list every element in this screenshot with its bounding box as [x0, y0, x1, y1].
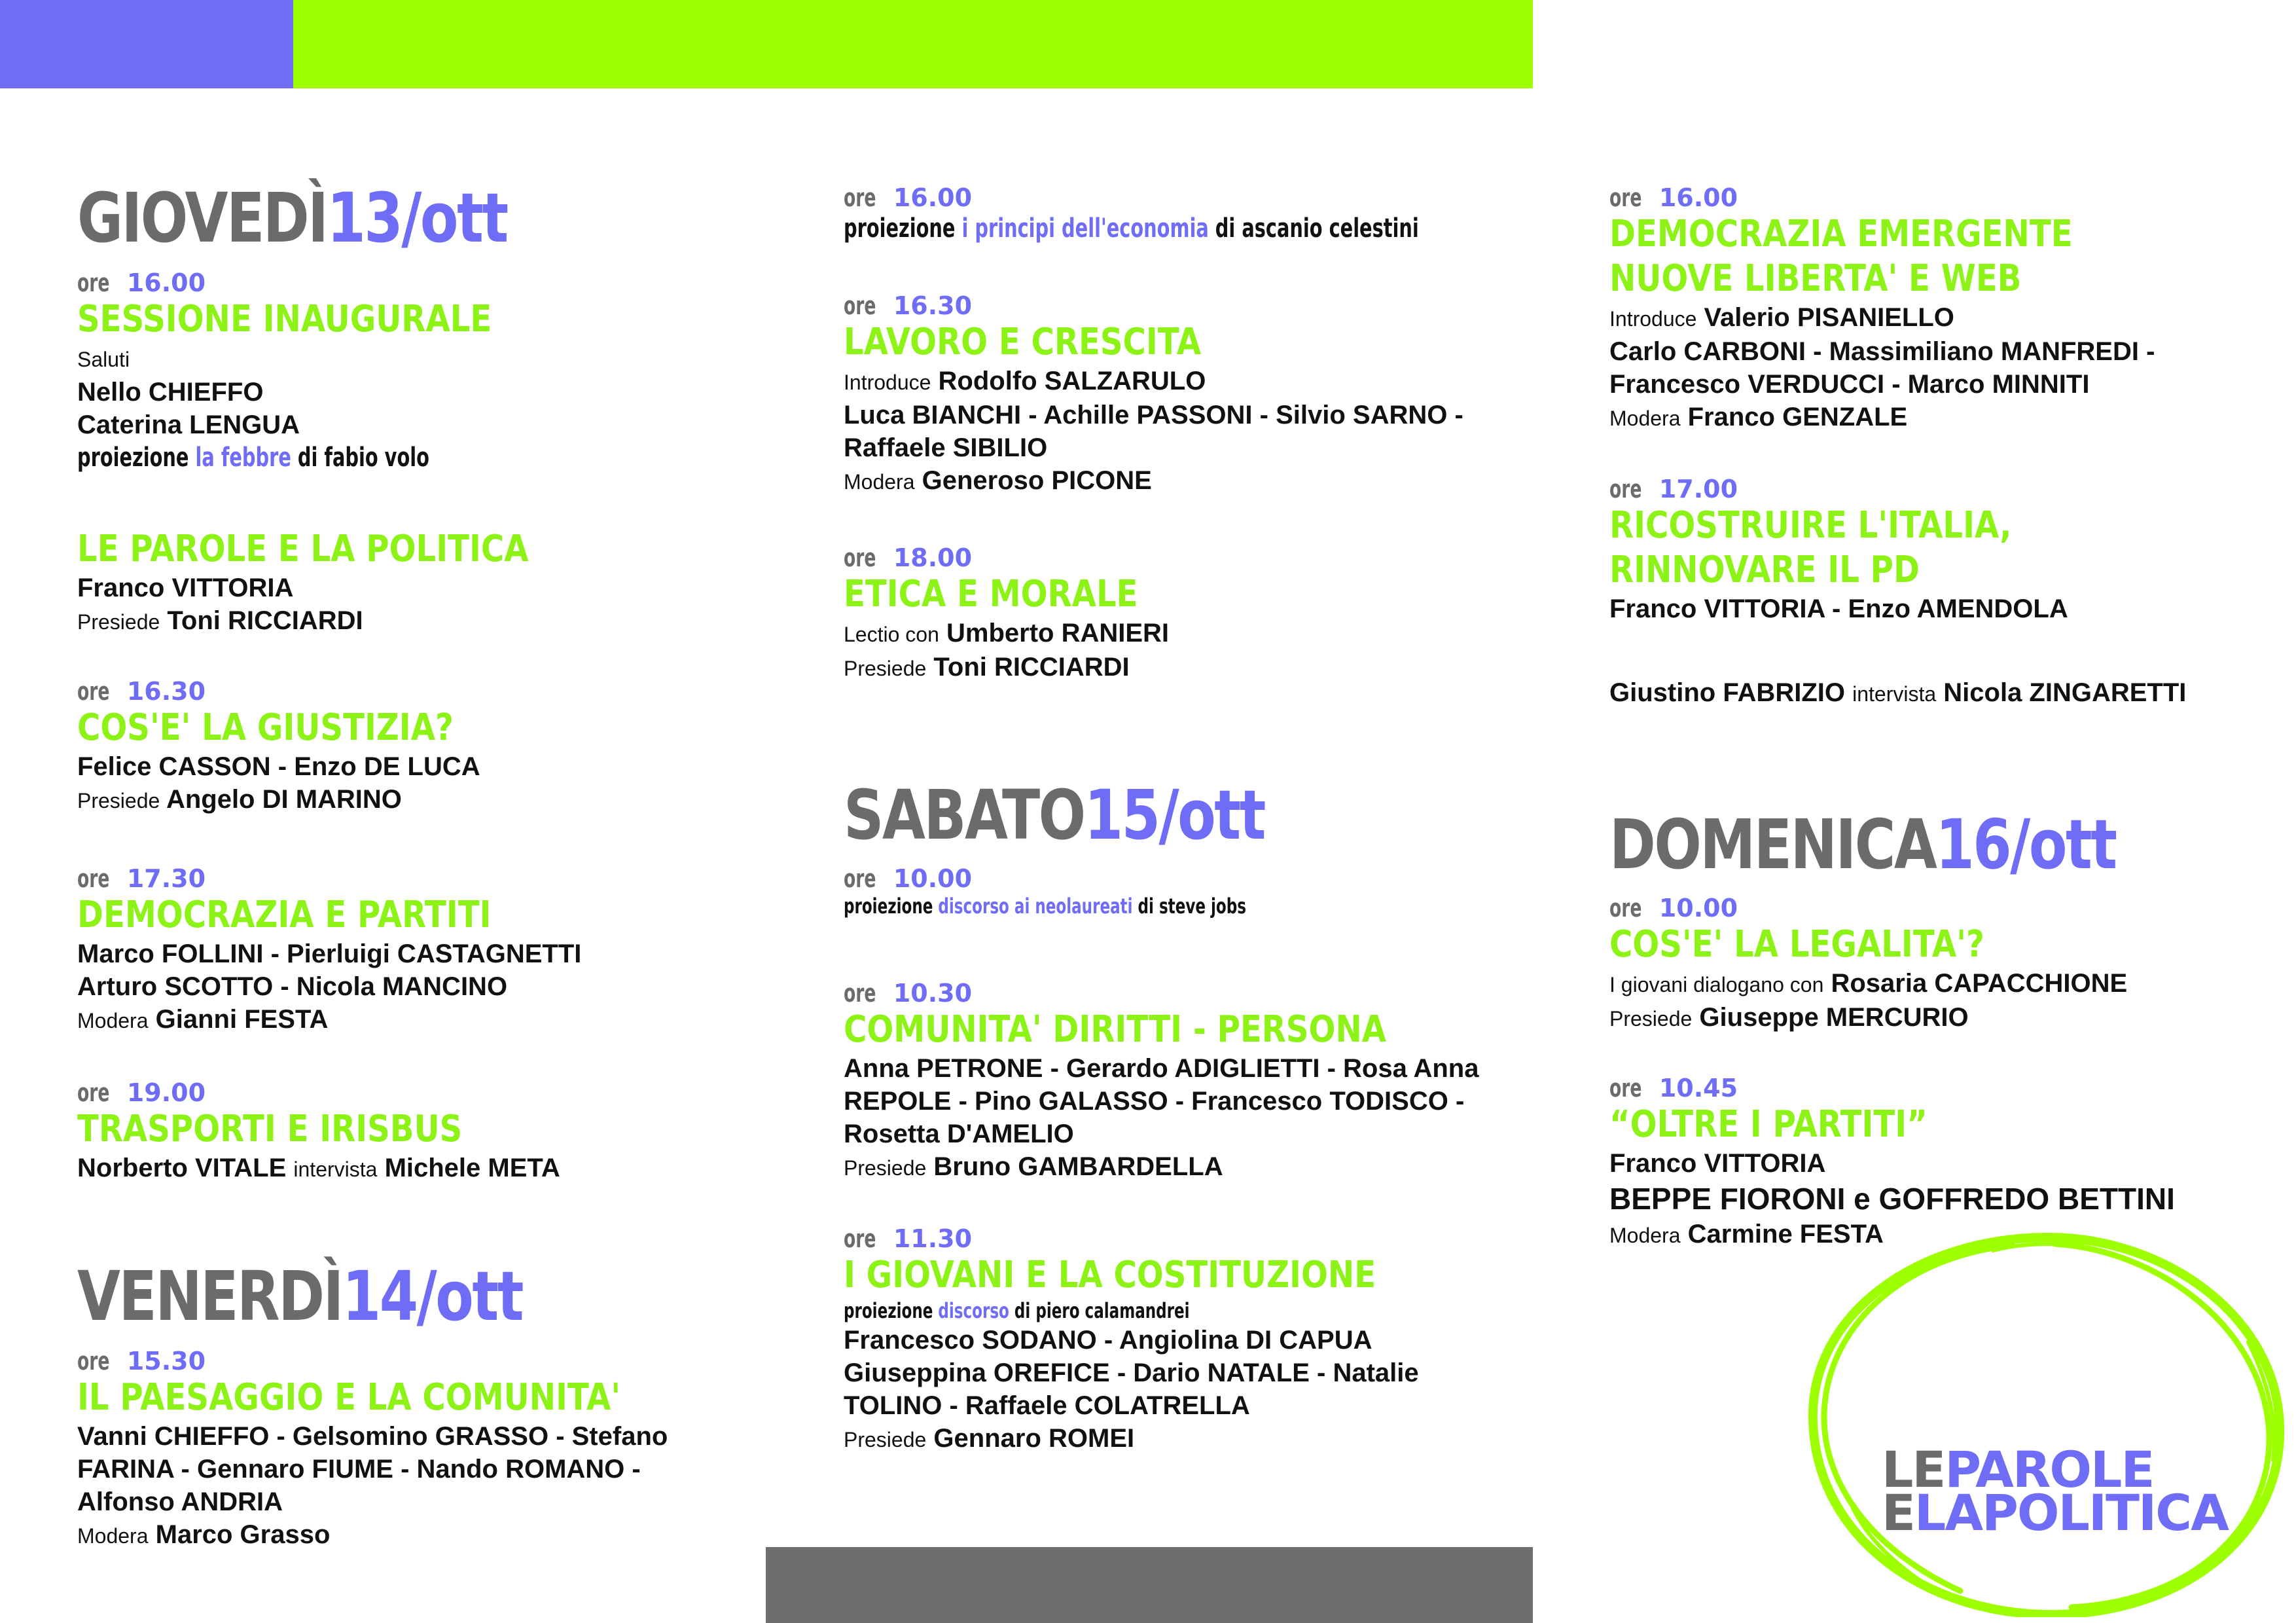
- session-time: 16.00: [893, 183, 973, 212]
- session-title: LAVORO E CRESCITA: [844, 321, 1202, 363]
- film-author: di ascanio celestini: [1215, 213, 1419, 244]
- logo-text-part: LA: [1914, 1484, 1982, 1542]
- logo-text-part: POLITICA: [1982, 1484, 2228, 1542]
- speaker-line: Nello CHIEFFO: [77, 378, 264, 407]
- session-democrazia-partiti: [77, 864, 732, 1037]
- ore-label: ore: [844, 291, 876, 320]
- day-heading-saturday: [844, 775, 1498, 855]
- chair-name: Toni RICCIARDI: [167, 606, 363, 635]
- session-proiezione-economia: [844, 183, 1498, 245]
- day-date: 15/ott: [1084, 775, 1265, 855]
- session-time: 10.45: [1659, 1074, 1738, 1103]
- film-title: i principi dell'economia: [961, 213, 1209, 244]
- ore-label: ore: [844, 864, 876, 893]
- day-name: VENERDÌ: [77, 1256, 342, 1336]
- session-title: “OLTRE I PARTITI”: [1609, 1103, 1928, 1146]
- session-title: COS'E' LA LEGALITA'?: [1609, 923, 1984, 966]
- logo-wordmark: [1882, 1440, 2228, 1542]
- role-label: Lectio con: [844, 623, 939, 646]
- ore-label: ore: [1609, 1074, 1642, 1103]
- intro-name: Valerio PISANIELLO: [1704, 303, 1954, 332]
- speaker-line: Franco VITTORIA - Enzo AMENDOLA: [1609, 594, 2068, 623]
- film-author: di piero calamandrei: [1014, 1298, 1190, 1323]
- projection-label: proiezione: [77, 443, 189, 473]
- session-ricostruire-italia: [1609, 475, 2264, 625]
- session-title: COS'E' LA GIUSTIZIA?: [77, 706, 454, 749]
- day-heading-friday: [77, 1256, 732, 1336]
- session-title: DEMOCRAZIA EMERGENTE: [1609, 213, 2073, 255]
- session-time: 10.30: [893, 979, 973, 1008]
- session-time: 10.00: [893, 864, 973, 893]
- speaker-name: Nicola ZINGARETTI: [1943, 678, 2187, 707]
- session-time: 17.00: [1659, 475, 1738, 503]
- speaker-line: Carlo CARBONI - Massimiliano MANFREDI -: [1609, 337, 2155, 366]
- session-time: 11.30: [893, 1224, 973, 1253]
- speaker-line: TOLINO - Raffaele COLATRELLA: [844, 1391, 1250, 1420]
- chair-name: Carmine FESTA: [1687, 1220, 1884, 1249]
- ore-label: ore: [77, 1347, 110, 1376]
- role-label: Presiede: [77, 789, 160, 812]
- speaker-line: Felice CASSON - Enzo DE LUCA: [77, 752, 480, 781]
- film-title: discorso: [938, 1298, 1009, 1323]
- chair-name: Bruno GAMBARDELLA: [933, 1152, 1223, 1181]
- speaker-line: Luca BIANCHI - Achille PASSONI - Silvio SARNO -: [844, 401, 1463, 429]
- session-time: 19.00: [126, 1078, 206, 1107]
- day-name: DOMENICA: [1609, 805, 1936, 884]
- speaker-line: Alfonso ANDRIA: [77, 1487, 283, 1516]
- speaker-line: REPOLE - Pino GALASSO - Francesco TODISCO -: [844, 1087, 1465, 1116]
- session-giustizia: [77, 677, 732, 817]
- day-heading-sunday: [1609, 805, 2264, 884]
- session-time: 16.30: [893, 291, 973, 320]
- session-parole-politica: [77, 527, 732, 638]
- session-proiezione-jobs: [844, 864, 1498, 919]
- ore-label: ore: [77, 864, 110, 893]
- session-time: 16.30: [126, 677, 206, 706]
- session-legalita: [1609, 894, 2264, 1035]
- speaker-line: Marco FOLLINI - Pierluigi CASTAGNETTI: [77, 939, 582, 968]
- ore-label: ore: [77, 677, 110, 706]
- chair-name: Angelo DI MARINO: [166, 785, 402, 814]
- session-title: I GIOVANI E LA COSTITUZIONE: [844, 1254, 1376, 1296]
- film-author: di steve jobs: [1138, 894, 1246, 919]
- day-date: 13/ott: [327, 178, 507, 258]
- chair-name: Generoso PICONE: [922, 466, 1152, 495]
- bottom-bar-grey: [766, 1547, 1533, 1623]
- ore-label: ore: [844, 183, 876, 212]
- ore-label: ore: [1609, 894, 1642, 922]
- speaker-line: Rosetta D'AMELIO: [844, 1120, 1074, 1148]
- session-trasporti: [77, 1078, 732, 1186]
- chair-name: Gennaro ROMEI: [933, 1424, 1135, 1453]
- session-title: RINNOVARE IL PD: [1609, 549, 1920, 591]
- day-heading-thursday: [77, 178, 732, 258]
- role-label: Modera: [77, 1524, 149, 1548]
- session-time: 16.00: [126, 268, 206, 297]
- day-date: 16/ott: [1935, 805, 2116, 884]
- logo-circle-icon: [1797, 1224, 2294, 1617]
- chair-name: Franco GENZALE: [1687, 403, 1908, 431]
- role-label: Presiede: [1609, 1007, 1693, 1030]
- ore-label: ore: [844, 543, 876, 572]
- role-label: Saluti: [77, 348, 130, 371]
- speaker-name: Umberto RANIERI: [946, 619, 1170, 647]
- speaker-line: Franco VITTORIA: [1609, 1149, 1826, 1178]
- session-time: 16.00: [1659, 183, 1738, 212]
- projection-label: proiezione: [844, 1298, 933, 1323]
- session-etica: [844, 543, 1498, 685]
- top-bar-blue: [0, 0, 293, 88]
- speaker-line: BEPPE FIORONI e GOFFREDO BETTINI: [1609, 1182, 2175, 1216]
- speaker-line: Arturo SCOTTO - Nicola MANCINO: [77, 972, 508, 1001]
- ore-label: ore: [1609, 475, 1642, 503]
- session-title: IL PAESAGGIO E LA COMUNITA': [77, 1376, 621, 1419]
- role-label: I giovani dialogano con: [1609, 973, 1824, 996]
- session-paesaggio: [77, 1347, 732, 1552]
- film-author: di fabio volo: [297, 443, 429, 473]
- top-bar-green: [293, 0, 1533, 88]
- role-label: Presiede: [77, 610, 160, 634]
- speaker-line: Vanni CHIEFFO - Gelsomino GRASSO - Stefano: [77, 1422, 668, 1451]
- role-label: Modera: [1609, 407, 1681, 430]
- speaker-line: FARINA - Gennaro FIUME - Nando ROMANO -: [77, 1455, 641, 1484]
- ore-label: ore: [77, 268, 110, 297]
- role-label: Presiede: [844, 657, 927, 680]
- role-label: Presiede: [844, 1156, 927, 1180]
- role-label: Modera: [1609, 1224, 1681, 1247]
- role-label: Introduce: [844, 371, 931, 394]
- speaker-name: Michele META: [384, 1154, 560, 1182]
- session-title: SESSIONE INAUGURALE: [77, 298, 492, 340]
- speaker-line: Raffaele SIBILIO: [844, 433, 1048, 462]
- session-time: 18.00: [893, 543, 973, 572]
- speaker-line: Francesco SODANO - Angiolina DI CAPUA: [844, 1326, 1372, 1355]
- speaker-name: Giustino FABRIZIO: [1609, 678, 1845, 707]
- role-label: Modera: [77, 1009, 149, 1032]
- film-title: la febbre: [195, 443, 291, 473]
- session-giovani-costituzione: [844, 1224, 1498, 1456]
- session-title: DEMOCRAZIA E PARTITI: [77, 894, 492, 936]
- logo-text-part: E: [1882, 1484, 1914, 1542]
- session-title: LE PAROLE E LA POLITICA: [77, 528, 529, 570]
- speaker-name: Norberto VITALE: [77, 1154, 287, 1182]
- session-title: RICOSTRUIRE L'ITALIA,: [1609, 504, 2012, 547]
- role-label: Introduce: [1609, 307, 1697, 331]
- session-time: 17.30: [126, 864, 206, 893]
- chair-name: Toni RICCIARDI: [933, 653, 1130, 682]
- session-title: TRASPORTI E IRISBUS: [77, 1108, 463, 1150]
- session-democrazia-emergente: [1609, 183, 2264, 435]
- role-label: intervista: [293, 1158, 378, 1181]
- logo-text-part: PAROLE: [1945, 1440, 2154, 1499]
- intro-name: Rodolfo SALZARULO: [938, 367, 1206, 395]
- ore-label: ore: [844, 1224, 876, 1253]
- speaker-line: Caterina LENGUA: [77, 410, 300, 439]
- session-intervista-zingaretti: [1609, 676, 2264, 710]
- film-title: discorso ai neolaureati: [938, 894, 1133, 919]
- projection-label: proiezione: [844, 894, 933, 919]
- ore-label: ore: [844, 979, 876, 1008]
- day-name: SABATO: [844, 775, 1085, 855]
- session-title: ETICA E MORALE: [844, 573, 1138, 615]
- role-label: Modera: [844, 470, 915, 494]
- session-title: COMUNITA' DIRITTI - PERSONA: [844, 1008, 1387, 1051]
- speaker-line: Giuseppina OREFICE - Dario NATALE - Natalie: [844, 1359, 1419, 1387]
- session-lavoro: [844, 291, 1498, 498]
- session-time: 10.00: [1659, 894, 1738, 922]
- chair-name: Gianni FESTA: [155, 1005, 329, 1034]
- day-date: 14/ott: [342, 1256, 523, 1336]
- day-name: GIOVEDÌ: [77, 178, 327, 258]
- speaker-line: Francesco VERDUCCI - Marco MINNITI: [1609, 370, 2090, 399]
- session-time: 15.30: [126, 1347, 206, 1376]
- session-title: NUOVE LIBERTA' E WEB: [1609, 257, 2022, 300]
- role-label: intervista: [1852, 682, 1937, 706]
- ore-label: ore: [1609, 183, 1642, 212]
- speaker-line: Anna PETRONE - Gerardo ADIGLIETTI - Rosa Anna: [844, 1054, 1479, 1083]
- projection-label: proiezione: [844, 213, 956, 244]
- session-comunita-diritti: [844, 979, 1498, 1184]
- role-label: Presiede: [844, 1428, 927, 1451]
- speaker-name: Rosaria CAPACCHIONE: [1831, 969, 2128, 998]
- chair-name: Marco Grasso: [155, 1520, 331, 1549]
- ore-label: ore: [77, 1078, 110, 1107]
- session-inaugurale: [77, 268, 732, 474]
- logo-text-part: LE: [1882, 1440, 1945, 1499]
- speaker-line: Franco VITTORIA: [77, 574, 294, 602]
- chair-name: Giuseppe MERCURIO: [1699, 1003, 1969, 1032]
